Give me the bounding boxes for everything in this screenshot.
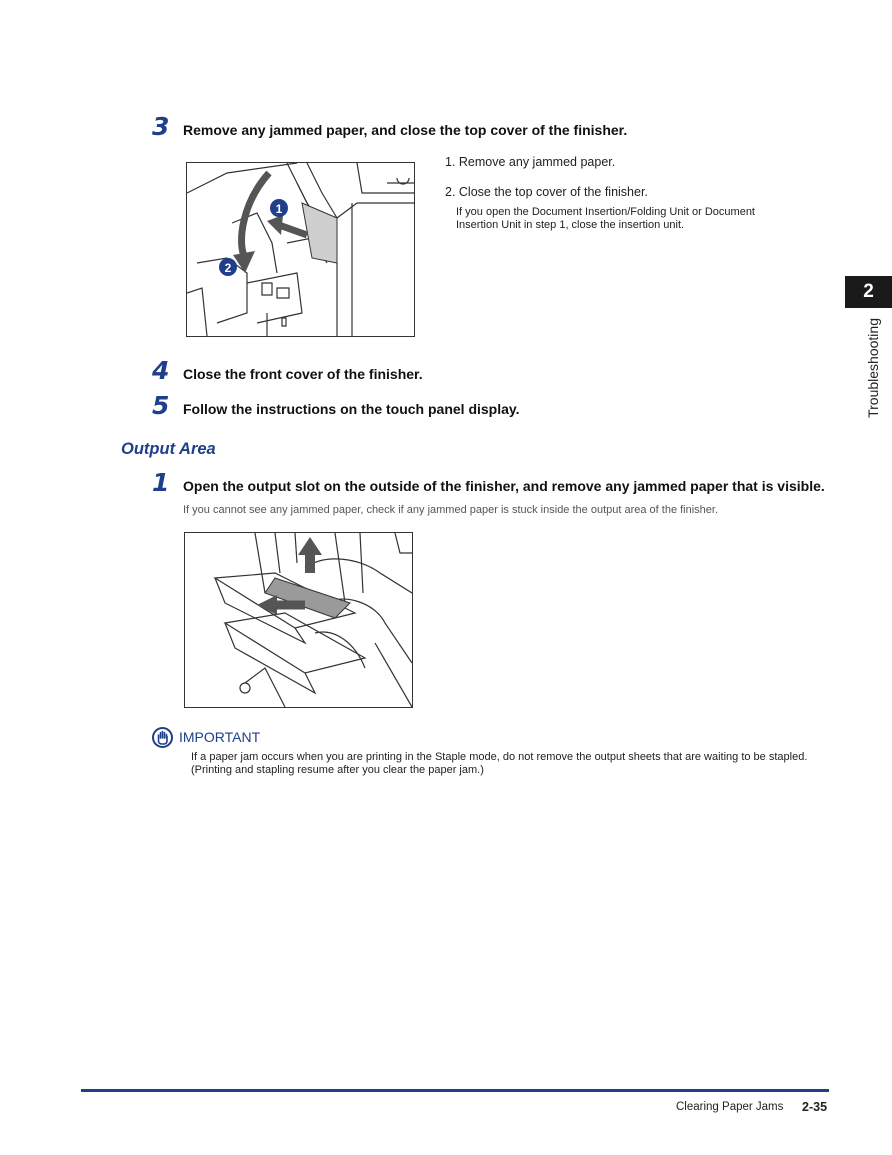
step-3-substep-2: 2. Close the top cover of the finisher. <box>445 185 648 199</box>
important-line-1: If a paper jam occurs when you are printing in the Staple mode, do not remove the output sheets that are waiting to be stapled. <box>191 751 808 763</box>
step-3-substep-1: 1. Remove any jammed paper. <box>445 155 616 169</box>
footer-section-title: Clearing Paper Jams <box>676 1101 784 1113</box>
chapter-tab[interactable]: 2 <box>845 276 892 308</box>
callout-1: 1 <box>275 202 283 216</box>
up-arrow-icon <box>298 537 322 555</box>
page-number: 2-35 <box>802 1100 828 1114</box>
output-step-number-1: 1 <box>152 468 170 497</box>
hand-stop-icon <box>152 727 173 748</box>
output-slot-illustration <box>184 532 413 708</box>
step-number-3: 3 <box>152 112 170 141</box>
output-step-1-title: Open the output slot on the outside of the finisher, and remove any jammed paper that is visible. <box>183 478 825 494</box>
step-3-title: Remove any jammed paper, and close the top cover of the finisher. <box>183 122 628 138</box>
chapter-tab-label: Troubleshooting <box>865 318 881 418</box>
step-4-title: Close the front cover of the finisher. <box>183 366 423 382</box>
step-number-5: 5 <box>152 391 170 420</box>
left-arrow-icon-2 <box>257 595 277 615</box>
callout-2: 2 <box>224 261 232 275</box>
left-arrow-icon <box>267 215 283 235</box>
step-5-title: Follow the instructions on the touch panel display. <box>183 401 520 417</box>
important-label: IMPORTANT <box>179 729 261 745</box>
footer-rule <box>81 1089 829 1092</box>
step-3-note-line-1: If you open the Document Insertion/Folding Unit or Document <box>456 206 755 218</box>
step-3-note-line-2: Insertion Unit in step 1, close the insertion unit. <box>456 219 685 231</box>
step-number-4: 4 <box>152 356 170 385</box>
important-line-2: (Printing and stapling resume after you clear the paper jam.) <box>191 764 484 776</box>
output-step-1-note: If you cannot see any jammed paper, check if any jammed paper is stuck inside the output area of the finisher. <box>183 504 719 516</box>
finisher-top-cover-illustration <box>186 162 415 337</box>
output-area-heading: Output Area <box>121 440 216 458</box>
